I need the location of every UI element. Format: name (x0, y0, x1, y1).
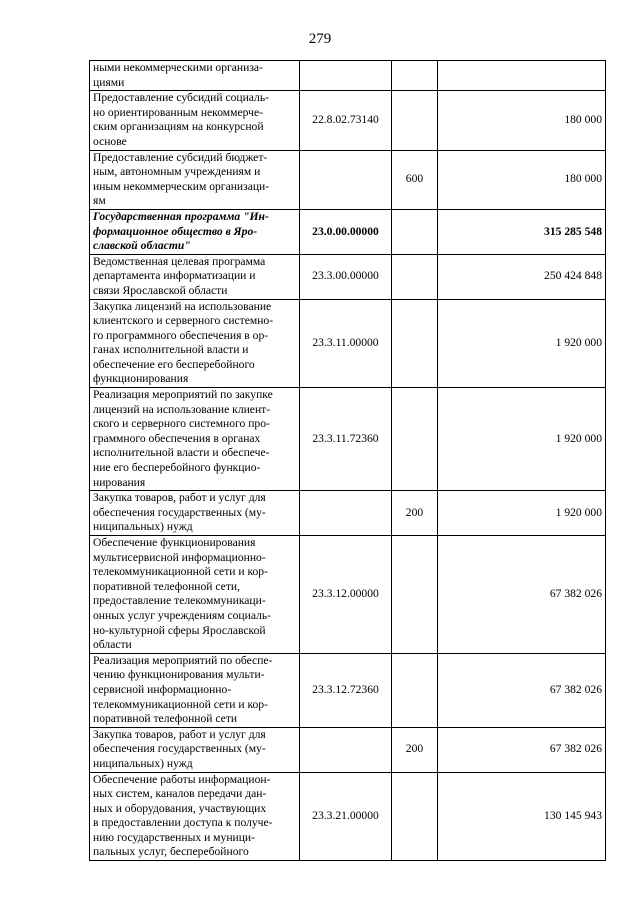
table-row (90, 653, 606, 727)
table-row (90, 388, 606, 491)
table-row (90, 91, 606, 150)
row-description (90, 299, 300, 388)
row-expense-type: 200 (392, 727, 438, 772)
row-target-code: 23.3.12.72360 (300, 653, 392, 727)
description-line: иным некоммерческим организаци- (93, 179, 270, 193)
description-line: Реализация мероприятий по обеспе- (93, 653, 273, 667)
table-row (90, 209, 606, 254)
description-line: мультисервисной информационно- (93, 550, 266, 564)
row-target-code (300, 61, 392, 91)
table-row (90, 150, 606, 209)
row-expense-type (392, 254, 438, 299)
description-line: циями (93, 75, 125, 89)
description-line: телекоммуникационной сети и кор- (93, 565, 268, 579)
description-line: Государственная программа "Ин- (93, 209, 269, 223)
description-line: ными некоммерческими организа- (93, 61, 263, 74)
description-line: телекоммуникационной сети и кор- (93, 697, 268, 711)
row-description (90, 536, 300, 654)
row-expense-type (392, 653, 438, 727)
description-line: Закупка товаров, работ и услуг для (93, 727, 266, 741)
row-expense-type: 600 (392, 150, 438, 209)
row-target-code: 23.0.00.00000 (300, 209, 392, 254)
row-amount: 67 382 026 (438, 653, 606, 727)
description-line: ниципальных) нужд (93, 756, 193, 770)
description-line: обеспечения государственных (му- (93, 742, 266, 756)
row-description (90, 91, 300, 150)
description-line: ние его бесперебойного функцио- (93, 461, 261, 475)
description-line: Обеспечение функционирования (93, 536, 256, 549)
row-description (90, 772, 300, 861)
description-line: связи Ярославской области (93, 283, 228, 297)
row-expense-type (392, 61, 438, 91)
description-line: ганах исполнительной власти и (93, 343, 249, 357)
row-target-code: 23.3.12.00000 (300, 536, 392, 654)
row-target-code (300, 491, 392, 536)
description-line: основе (93, 134, 127, 148)
row-target-code: 23.3.11.72360 (300, 388, 392, 491)
row-expense-type (392, 772, 438, 861)
row-description (90, 150, 300, 209)
description-line: ных и оборудования, участвующих (93, 801, 267, 815)
table-row (90, 61, 606, 91)
row-amount: 1 920 000 (438, 388, 606, 491)
description-line: обеспечение его бесперебойного (93, 357, 255, 371)
row-amount: 250 424 848 (438, 254, 606, 299)
table-row (90, 491, 606, 536)
description-line: Закупка товаров, работ и услуг для (93, 491, 266, 505)
row-description (90, 254, 300, 299)
description-line: Ведомственная целевая программа (93, 254, 266, 268)
row-amount: 1 920 000 (438, 491, 606, 536)
page-number: 279 (308, 31, 332, 47)
description-line: славской области" (93, 239, 191, 253)
description-line: ским организациям на конкурсной (93, 120, 264, 134)
row-expense-type (392, 91, 438, 150)
row-amount: 130 145 943 (438, 772, 606, 861)
description-line: онных услуг учреждениям социаль- (93, 608, 272, 622)
row-description (90, 61, 300, 91)
description-line: чению функционирования мульти- (93, 668, 265, 682)
row-target-code (300, 150, 392, 209)
table-row (90, 254, 606, 299)
description-line: Предоставление субсидий бюджет- (93, 150, 268, 164)
description-line: Закупка лицензий на использование (93, 299, 272, 313)
row-target-code: 23.3.21.00000 (300, 772, 392, 861)
row-amount: 67 382 026 (438, 536, 606, 654)
row-expense-type (392, 536, 438, 654)
description-line: предоставление телекоммуникаци- (93, 594, 266, 608)
row-amount: 1 920 000 (438, 299, 606, 388)
description-line: функционирования (93, 372, 189, 386)
description-line: пальных услуг, бесперебойного (93, 845, 249, 859)
row-amount: 67 382 026 (438, 727, 606, 772)
description-line: ным, автономным учреждениям и (93, 165, 261, 179)
row-expense-type (392, 299, 438, 388)
row-description (90, 388, 300, 491)
row-amount: 180 000 (438, 91, 606, 150)
description-line: ского и серверного системного про- (93, 417, 270, 431)
table-row (90, 536, 606, 654)
row-target-code (300, 727, 392, 772)
description-line: поративной телефонной сети (93, 712, 238, 726)
row-amount: 315 285 548 (438, 209, 606, 254)
row-target-code: 23.3.00.00000 (300, 254, 392, 299)
description-line: ных систем, каналов передачи дан- (93, 787, 267, 801)
table-row (90, 727, 606, 772)
row-target-code: 22.8.02.73140 (300, 91, 392, 150)
row-expense-type (392, 388, 438, 491)
description-line: но-культурной сферы Ярославской (93, 623, 266, 637)
description-line: исполнительной власти и обеспече- (93, 446, 270, 460)
description-line: в предоставлении доступа к получе- (93, 816, 273, 830)
row-expense-type (392, 209, 438, 254)
description-line: го программного обеспечения в ор- (93, 328, 269, 342)
table-row (90, 299, 606, 388)
description-line: сервисной информационно- (93, 682, 232, 696)
description-line: формационное общество в Яро- (93, 224, 258, 238)
row-description (90, 209, 300, 254)
description-line: но ориентированным некоммерче- (93, 105, 263, 119)
row-amount (438, 61, 606, 91)
row-expense-type: 200 (392, 491, 438, 536)
description-line: обеспечения государственных (му- (93, 505, 266, 519)
description-line: департамента информатизации и (93, 269, 256, 283)
description-line: ям (93, 194, 106, 208)
description-line: нирования (93, 475, 146, 489)
description-line: области (93, 638, 132, 652)
description-line: Реализация мероприятий по закупке (93, 388, 273, 402)
row-description (90, 727, 300, 772)
description-line: Предоставление субсидий социаль- (93, 91, 269, 105)
budget-table (89, 60, 606, 861)
description-line: граммного обеспечения в органах (93, 431, 261, 445)
description-line: лицензий на использование клиент- (93, 402, 271, 416)
row-target-code: 23.3.11.00000 (300, 299, 392, 388)
description-line: Обеспечение работы информацион- (93, 772, 271, 786)
description-line: клиентского и серверного системно- (93, 314, 274, 328)
description-line: ниципальных) нужд (93, 520, 193, 534)
budget-table-body (90, 61, 606, 861)
row-amount: 180 000 (438, 150, 606, 209)
description-line: поративной телефонной сети, (93, 579, 240, 593)
table-row (90, 772, 606, 861)
row-description (90, 653, 300, 727)
row-description (90, 491, 300, 536)
description-line: нию государственных и муници- (93, 830, 255, 844)
